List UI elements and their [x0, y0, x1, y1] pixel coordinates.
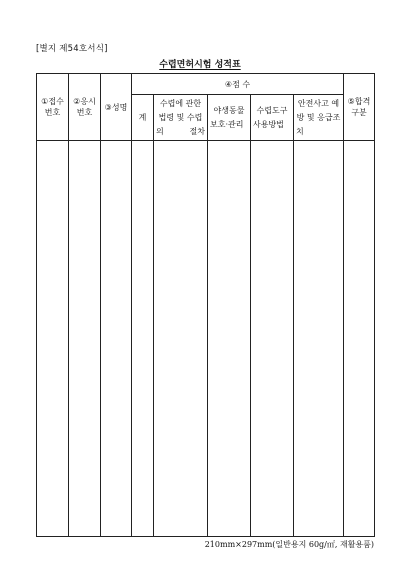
title-text: 수렵면허시험 성적표 [159, 60, 241, 70]
subheader-wildlife: 야생동물 보호·관리 [208, 95, 251, 141]
subheader-safety: 안전사고 예방 및 응급조치 [294, 95, 344, 141]
cell-receipt-no[interactable] [37, 141, 69, 537]
cell-total[interactable] [132, 141, 154, 537]
cell-law[interactable] [154, 141, 208, 537]
header-exam-no: ②응시 번호 [69, 74, 101, 141]
subheader-tools: 수렵도구 사용방법 [251, 95, 294, 141]
subheader-total: 계 [132, 95, 154, 141]
header-receipt-no: ①접수 번호 [37, 74, 69, 141]
document-title [0, 57, 400, 70]
cell-tools[interactable] [251, 141, 294, 537]
header-name: ③성명 [101, 74, 132, 141]
paper-spec-footer: 210mm×297mm(일반용지 60g/㎡, 재활용품) [204, 540, 374, 549]
header-result: ⑤합격 구분 [344, 74, 375, 141]
cell-exam-no[interactable] [69, 141, 101, 537]
header-score: ④점 수 [132, 74, 344, 95]
form-number: [별지 제54호서식] [36, 44, 108, 54]
cell-result[interactable] [344, 141, 375, 537]
score-table [36, 73, 375, 537]
cell-wildlife[interactable] [208, 141, 251, 537]
cell-safety[interactable] [294, 141, 344, 537]
cell-name[interactable] [101, 141, 132, 537]
subheader-law: 수렵에 관한 법령 및 수렵의 절차 [154, 95, 208, 141]
